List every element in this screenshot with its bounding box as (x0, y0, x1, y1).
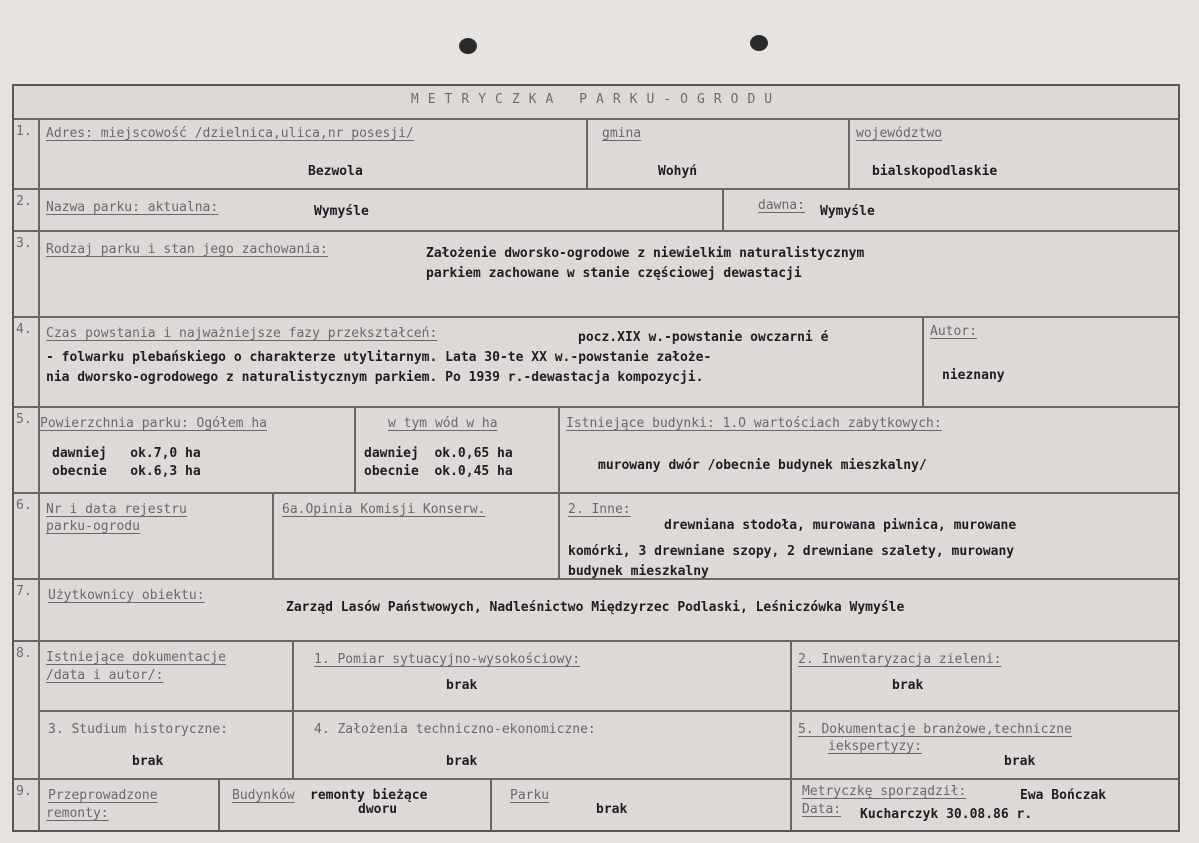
history-line-3: nia dworsko-ogrodowego z naturalistycznym parkiem. Po 1939 r.-dewastacja kompozycji. (46, 370, 704, 385)
prepared-by-label: Metryczkę sporządził: (802, 784, 967, 799)
row-park-type (14, 232, 1178, 318)
former-name-value: Wymyśle (820, 204, 875, 219)
voivodeship-label: województwo (856, 126, 943, 141)
buildings-cell (558, 408, 1178, 492)
current-name-value: Wymyśle (314, 204, 369, 219)
branch-docs-value: brak (1004, 754, 1036, 769)
area-current: obecnie ok.6,3 ha (52, 464, 201, 479)
row-history (14, 318, 1178, 408)
park-type-line-1: Założenie dworsko-ogrodowe z niewielkim naturalistycznym (426, 246, 865, 261)
gmina-cell (586, 120, 848, 188)
address-value: Bezwola (308, 164, 363, 179)
water-label: w tym wód w ha (388, 416, 498, 431)
row-number: 5. (16, 412, 32, 427)
author-label: Autor: (930, 324, 977, 339)
row-number: 1. (16, 124, 32, 139)
branch-docs-label-2: iekspertyzy: (828, 739, 922, 754)
park-repairs-cell (490, 780, 790, 830)
row-repairs (14, 780, 1178, 830)
park-repairs-label: Parku (510, 788, 550, 803)
park-record-form (12, 84, 1180, 832)
water-former: dawniej ok.0,65 ha (364, 446, 513, 461)
punch-hole-right (750, 35, 768, 51)
prepared-by-value: Ewa Bończak (1020, 788, 1107, 803)
repairs-label-1: Przeprowadzone (48, 788, 158, 803)
documentation-col-1 (38, 642, 292, 778)
author-cell (922, 318, 1178, 406)
voivodeship-value: bialskopodlaskie (872, 164, 998, 179)
area-label: Powierzchnia parku: Ogółem ha (40, 416, 267, 431)
current-name-label: Nazwa parku: aktualna: (46, 200, 219, 215)
park-type-cell (38, 232, 1178, 316)
other-buildings-label: 2. Inne: (568, 502, 631, 517)
users-cell (38, 580, 1178, 640)
buildings-value: murowany dwór /obecnie budynek mieszkalny/ (598, 458, 927, 473)
park-type-label: Rodzaj parku i stan jego zachowania: (46, 242, 328, 257)
buildings-label: Istniejące budynki: 1.O wartościach zabytkowych: (566, 416, 942, 431)
form-title: METRYCZKA PARKU-OGRODU (410, 92, 782, 107)
address-cell (38, 120, 586, 188)
row-park-name (14, 190, 1178, 232)
users-value: Zarząd Lasów Państwowych, Nadleśnictwo Międzyrzec Podlaski, Leśniczówka Wymyśle (286, 600, 905, 615)
area-former: dawniej ok.7,0 ha (52, 446, 201, 461)
row-number: 4. (16, 322, 32, 337)
park-repairs-value: brak (596, 802, 628, 817)
repairs-label-2: remonty: (46, 806, 109, 821)
documentation-col-2 (292, 642, 790, 778)
survey-value: brak (446, 678, 478, 693)
register-cell (38, 494, 272, 578)
other-buildings-cell (558, 494, 1178, 578)
register-label-2: parku-ogrodu (46, 519, 140, 534)
date-label: Data: (802, 802, 842, 817)
buildings-repairs-cell (218, 780, 490, 830)
buildings-repairs-label: Budynków (232, 788, 295, 803)
technical-assumptions-value: brak (446, 754, 478, 769)
address-label: Adres: miejscowość /dzielnica,ulica,nr posesji/ (46, 126, 414, 141)
opinion-label: 6a.Opinia Komisji Konserw. (282, 502, 486, 517)
row-number: 3. (16, 236, 32, 251)
punch-hole-left (459, 38, 477, 54)
voivodeship-cell (848, 120, 1178, 188)
area-cell (38, 408, 354, 492)
docs-label-2: /data i autor/: (46, 668, 164, 683)
branch-docs-label-1: 5. Dokumentacje branżowe,techniczne (798, 722, 1072, 737)
gmina-label: gmina (602, 126, 642, 141)
form-title-row (14, 86, 1178, 120)
greenery-label: 2. Inwentaryzacja zieleni: (798, 652, 1002, 667)
park-type-line-2: parkiem zachowane w stanie częściowej dewastacji (426, 266, 802, 281)
row-number: 2. (16, 194, 32, 209)
water-current: obecnie ok.0,45 ha (364, 464, 513, 479)
former-name-label: dawna: (758, 198, 805, 213)
former-name-cell (722, 190, 1178, 230)
buildings-repairs-value-1: remonty bieżące (310, 788, 428, 803)
history-study-label: 3. Studium historyczne: (48, 722, 229, 737)
other-buildings-line-1: drewniana stodoła, murowana piwnica, murowane (664, 518, 1017, 533)
current-name-cell (38, 190, 722, 230)
history-label: Czas powstania i najważniejsze fazy przekształceń: (46, 326, 438, 341)
author-value: nieznany (942, 368, 1005, 383)
row-register (14, 494, 1178, 580)
users-label: Użytkownicy obiektu: (48, 588, 205, 603)
row-area (14, 408, 1178, 494)
row-documentation (14, 642, 1178, 780)
survey-label: 1. Pomiar sytuacyjno-wysokościowy: (314, 652, 581, 667)
history-line-1: pocz.XIX w.-powstanie owczarni é (578, 330, 829, 345)
history-line-2: - folwarku plebańskiego o charakterze utylitarnym. Lata 30-te XX w.-powstanie założe- (46, 350, 712, 365)
docs-label-1: Istniejące dokumentacje (46, 650, 227, 665)
other-buildings-line-2: komórki, 3 drewniane szopy, 2 drewniane szalety, murowany (568, 544, 1015, 559)
documentation-col-3 (790, 642, 1178, 778)
register-label-1: Nr i data rejestru (46, 502, 187, 517)
history-cell (38, 318, 922, 406)
row-number: 7. (16, 584, 32, 599)
buildings-repairs-value-2: dworu (358, 802, 398, 817)
prepared-by-cell (790, 780, 1178, 830)
repairs-cell (38, 780, 218, 830)
date-value: Kucharczyk 30.08.86 r. (860, 807, 1033, 822)
opinion-cell (272, 494, 558, 578)
other-buildings-line-3: budynek mieszkalny (568, 564, 709, 579)
water-cell (354, 408, 558, 492)
row-address (14, 120, 1178, 190)
technical-assumptions-label: 4. Założenia techniczno-ekonomiczne: (314, 722, 596, 737)
row-users (14, 580, 1178, 642)
row-number: 8. (16, 646, 32, 661)
history-study-value: brak (132, 754, 164, 769)
row-number: 6. (16, 498, 32, 513)
gmina-value: Wohyń (658, 164, 698, 179)
row-number: 9. (16, 784, 32, 799)
greenery-value: brak (892, 678, 924, 693)
